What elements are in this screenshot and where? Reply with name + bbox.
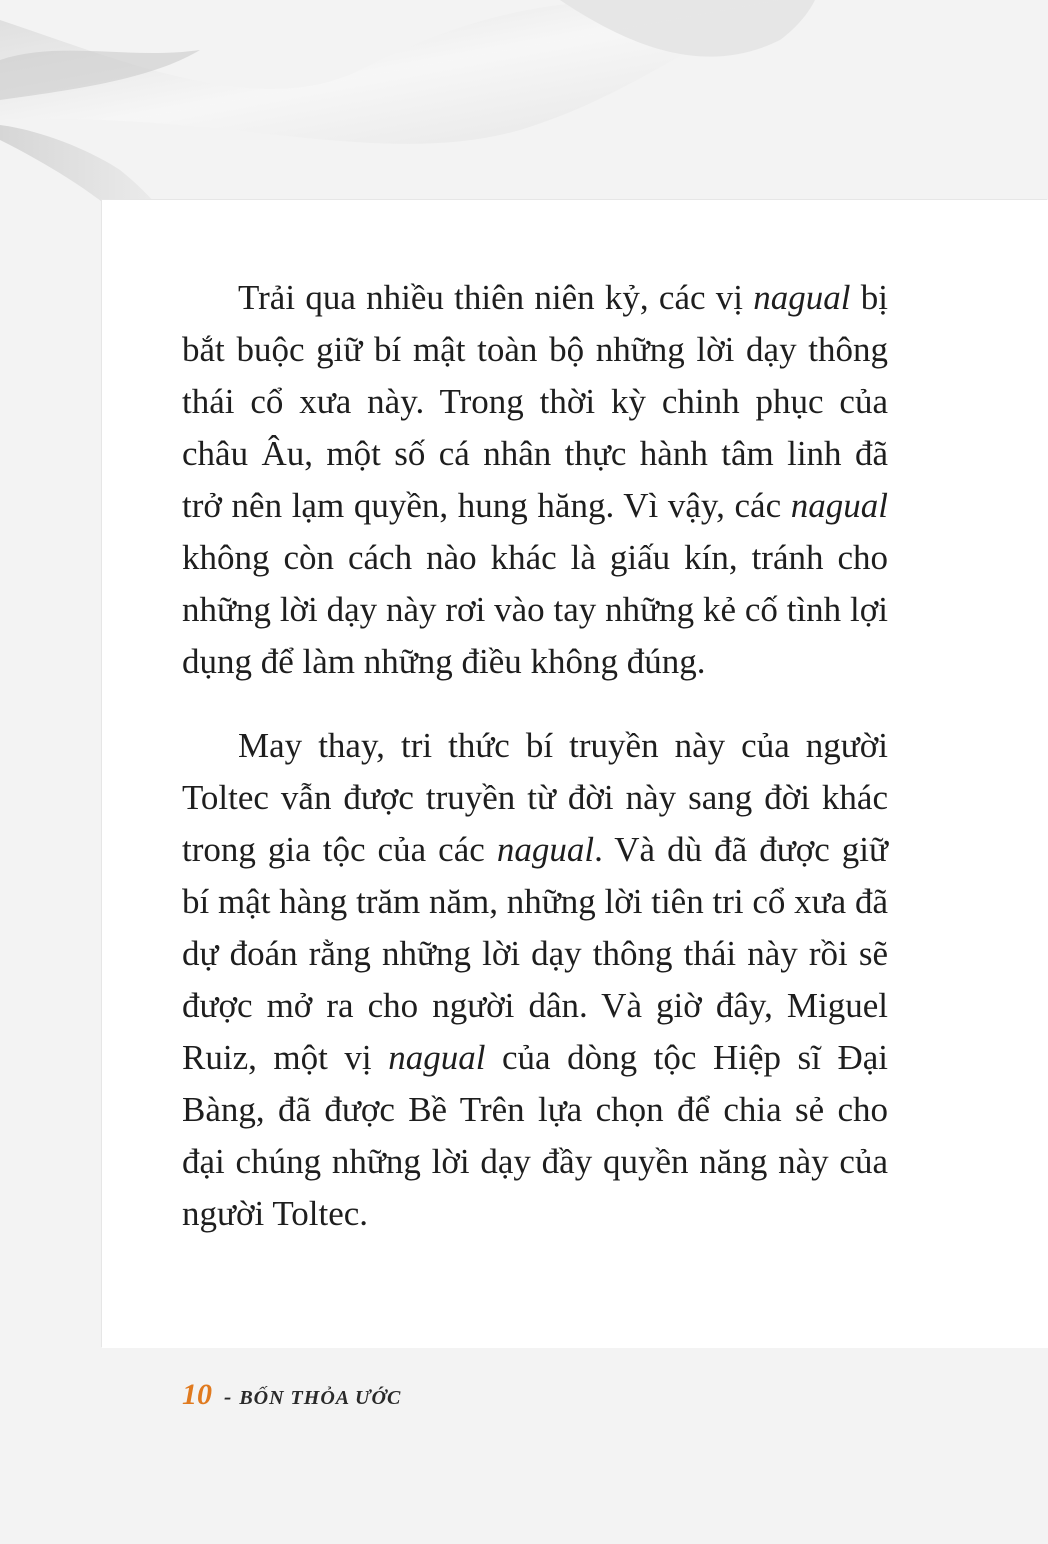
- text-run: không còn cách nào khác là giấu kín, tránh cho những lời dạy này rơi vào tay những kẻ cố tình lợi dụng để làm những điều không đúng.: [182, 538, 888, 681]
- footer-separator: -: [224, 1384, 232, 1409]
- page-footer: [182, 1378, 401, 1418]
- italic-term: nagual: [388, 1038, 486, 1077]
- book-title: BỐN THỎA ƯỚC: [239, 1387, 402, 1409]
- body-text: [182, 272, 888, 1240]
- paragraph: [182, 272, 888, 688]
- text-run: của dòng tộc Hiệp sĩ Đại Bàng, đã được Bề Trên lựa chọn để chia sẻ cho đại chúng những lời dạy đầy quyền năng này của người Toltec.: [182, 1038, 888, 1233]
- italic-term: nagual: [496, 830, 595, 869]
- text-run: May thay, tri thức bí truyền này của người Toltec vẫn được truyền từ đời này sang đời khác trong gia tộc của các: [182, 726, 888, 869]
- page-number: 10: [182, 1378, 212, 1411]
- text-run: bị bắt buộc giữ bí mật toàn bộ những lời dạy thông thái cổ xưa này. Trong thời kỳ chinh phục của châu Âu, một số cá nhân thực hành tâm linh đã trở nên lạm quyền, hung hăng. Vì vậy, các: [182, 278, 888, 525]
- text-run: . Và dù đã được giữ bí mật hàng trăm năm, những lời tiên tri cổ xưa đã dự đoán rằng những lời dạy thông thái này rồi sẽ được mở ra cho người dân. Và giờ đây, Miguel Ruiz, một vị: [182, 830, 888, 1077]
- text-run: Trải qua nhiều thiên niên kỷ, các vị: [238, 278, 754, 317]
- italic-term: nagual: [753, 278, 851, 317]
- paragraph: [182, 720, 888, 1240]
- italic-term: nagual: [790, 486, 888, 525]
